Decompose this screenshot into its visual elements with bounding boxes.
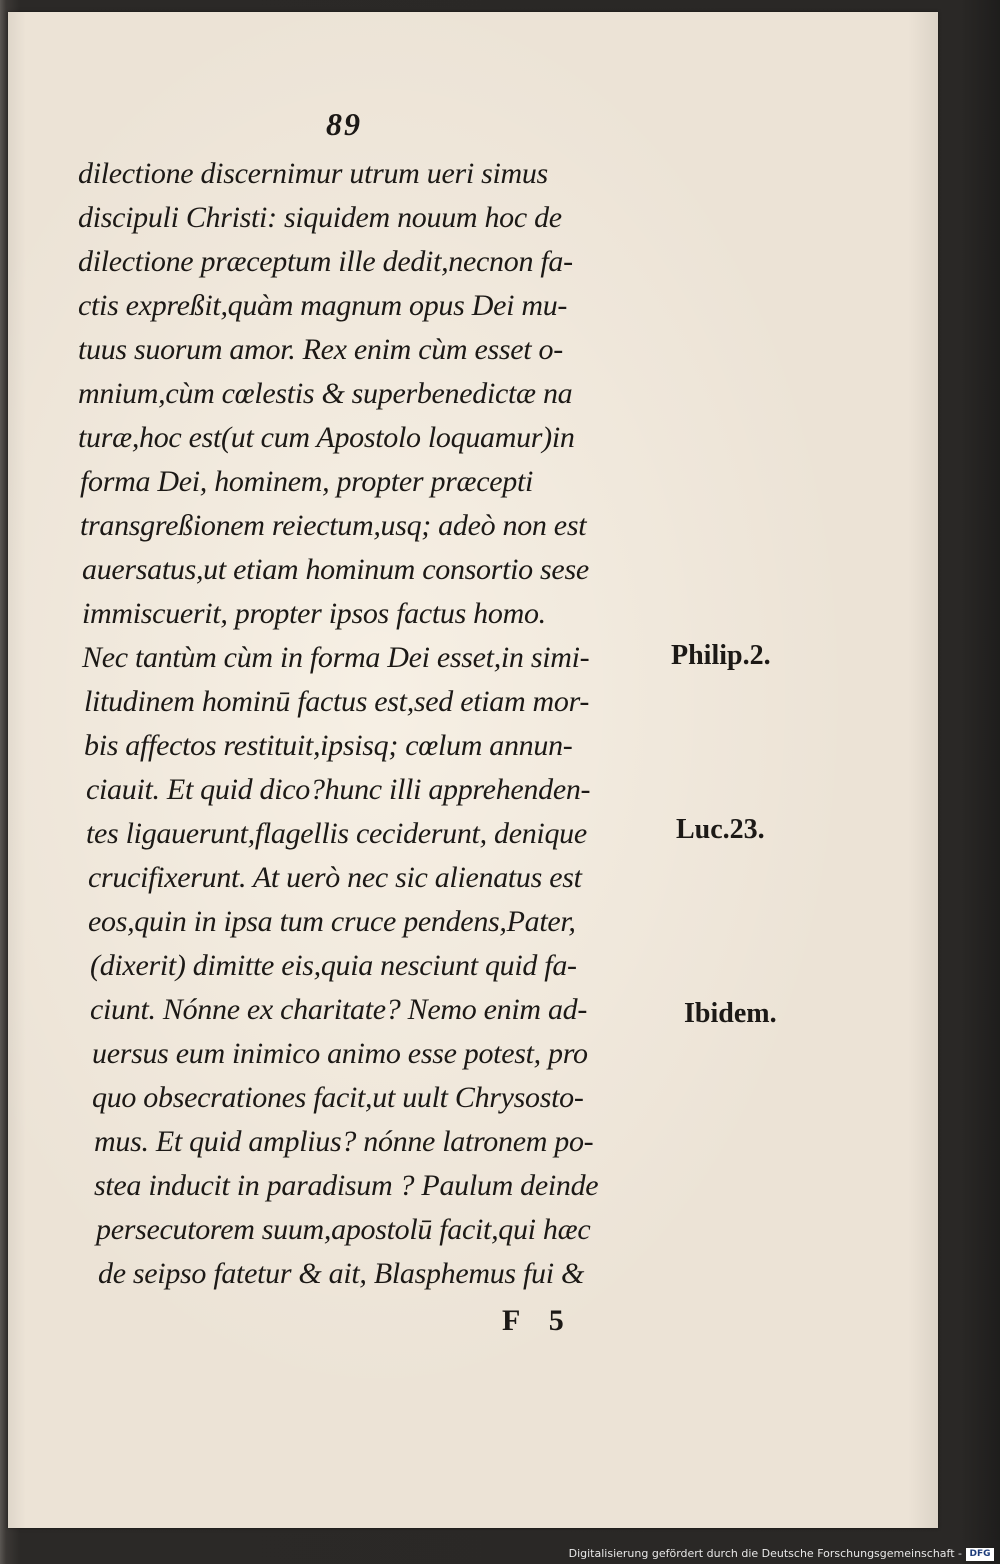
text-line: ciauit. Et quid dico?hunc illi apprehenden-	[86, 773, 591, 806]
text-line: transgreßionem reiectum,usq; adeò non est	[80, 509, 587, 542]
text-line: immiscuerit, propter ipsos factus homo.	[82, 597, 546, 630]
page-number: 89	[326, 106, 362, 142]
text-block	[78, 152, 678, 1296]
text-line: litudinem hominū factus est,sed etiam mor-	[84, 685, 590, 718]
signature-mark: F 5	[502, 1304, 564, 1337]
text-line: crucifixerunt. At uerò nec sic alienatus est	[88, 861, 582, 894]
text-line: tuus suorum amor. Rex enim cùm esset o-	[78, 333, 563, 366]
text-line: forma Dei, hominem, propter præcepti	[80, 465, 534, 498]
text-line: dilectione discernimur utrum ueri simus	[78, 157, 548, 190]
text-line: tes ligauerunt,flagellis ceciderunt, denique	[86, 817, 587, 850]
text-line: auersatus,ut etiam hominum consortio sese	[82, 553, 589, 586]
text-line: eos,quin in ipsa tum cruce pendens,Pater,	[88, 905, 576, 938]
text-line: stea inducit in paradisum ? Paulum deinde	[94, 1169, 599, 1202]
dfg-logo: DFG	[966, 1548, 994, 1561]
text-line: dilectione præceptum ille dedit,necnon fa-	[78, 245, 573, 278]
digitization-credit: Digitalisierung gefördert durch die Deutsche Forschungsgemeinschaft -	[568, 1547, 962, 1560]
text-line: (dixerit) dimitte eis,quia nesciunt quid fa-	[90, 949, 577, 982]
text-line: de seipso fatetur & ait, Blasphemus fui &	[98, 1257, 585, 1290]
text-line: persecutorem suum,apostolū facit,qui hæc	[96, 1213, 591, 1246]
text-line: uersus eum inimico animo esse potest, pro	[92, 1037, 588, 1070]
margin-note-philip: Philip.2.	[671, 640, 771, 671]
text-line: discipuli Christi: siquidem nouum hoc de	[78, 201, 562, 234]
text-line: turæ,hoc est(ut cum Apostolo loquamur)in	[78, 421, 575, 454]
text-line: bis affectos restituit,ipsisq; cœlum annun-	[84, 729, 573, 762]
text-line: ciunt. Nónne ex charitate? Nemo enim ad-	[90, 993, 588, 1026]
book-page	[8, 12, 938, 1528]
text-line: quo obsecrationes facit,ut uult Chrysosto-	[92, 1081, 584, 1114]
text-line: mnium,cùm cœlestis & superbenedictæ na	[78, 377, 573, 410]
margin-note-luc: Luc.23.	[676, 814, 765, 845]
margin-note-ibidem: Ibidem.	[684, 998, 777, 1029]
text-line: Nec tantùm cùm in forma Dei esset,in simi-	[82, 641, 590, 674]
text-line: ctis expreßit,quàm magnum opus Dei mu-	[78, 289, 568, 322]
text-line: mus. Et quid amplius? nónne latronem po-	[94, 1125, 594, 1158]
